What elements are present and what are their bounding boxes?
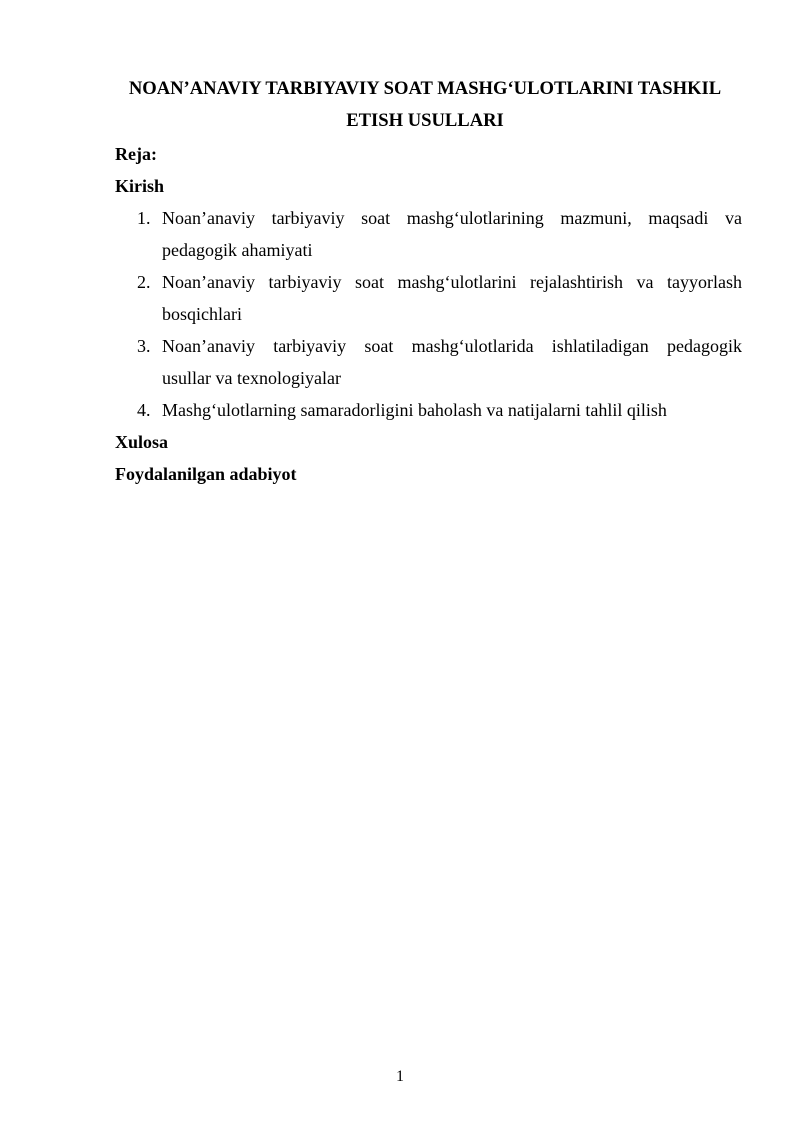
plan-item-line-2: pedagogik ahamiyati [162,240,313,260]
plan-item-line-1: Noan’anaviy tarbiyaviy soat mashg‘ulotlarini rejalashtirish va tayyorlash [162,272,742,292]
plan-item-line-2: usullar va texnologiyalar [162,368,341,388]
conclusion-heading: Xulosa [115,432,169,452]
title-line-2: ETISH USULLARI [346,110,504,131]
plan-item-number: 4. [137,400,151,420]
plan-item-text [162,270,742,324]
plan-item-number: 1. [137,208,151,228]
plan-item-text [162,206,742,260]
title-line-1: NOAN’ANAVIY TARBIYAVIY SOAT MASHG‘ULOTLARINI TASHKIL [128,78,722,99]
plan-item-text [162,334,742,388]
plan-item-line-1: Mashg‘ulotlarning samaradorligini baholash va natijalarni tahlil qilish [162,400,667,420]
document-title [110,73,740,137]
plan-item-line-2: bosqichlari [162,304,242,324]
plan-item-number: 2. [137,272,151,292]
plan-item-line-1: Noan’anaviy tarbiyaviy soat mashg‘ulotlarida ishlatiladigan pedagogik [162,336,742,356]
plan-item-line-1: Noan’anaviy tarbiyaviy soat mashg‘ulotlarining mazmuni, maqsadi va [162,208,742,228]
plan-heading: Reja: [115,144,157,164]
page-number: 1 [396,1068,404,1085]
references-heading: Foydalanilgan adabiyot [115,464,297,484]
plan-item-text [162,398,742,422]
plan-item-number: 3. [137,336,151,356]
introduction-heading: Kirish [115,176,165,196]
